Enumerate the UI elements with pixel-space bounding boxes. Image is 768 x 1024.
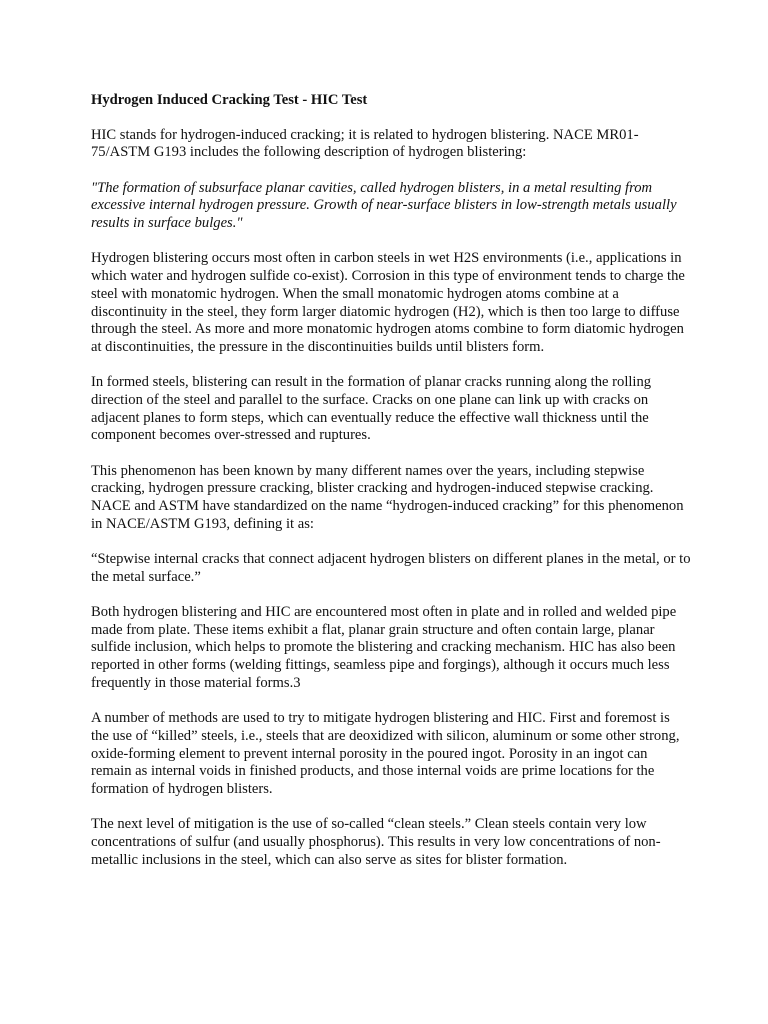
paragraph-blistering-mechanism: Hydrogen blistering occurs most often in carbon steels in wet H2S environments (i.e., applications in which water and hydrogen sulfide co-exist). Corrosion in this type of environment tends to charge the steel with monatomic hydrogen. When the small monatomic hydrogen atoms combine at a discontinuity in the steel, they form larger diatomic hydrogen (H2), which is then too large to diffuse through the steel. As more and more monatomic hydrogen atoms combine to form diatomic hydrogen at discontinuities, the pressure in the discontinuities builds until blisters form. <box>91 250 685 355</box>
paragraph-formed-steels: In formed steels, blistering can result in the formation of planar cracks running along the rolling direction of the steel and parallel to the surface. Cracks on one plane can link up with cracks on adjacent planes to form steps, which can eventually reduce the effective wall thickness until the component becomes over-stressed and ruptures. <box>91 374 652 444</box>
paragraph-plate-and-pipe: Both hydrogen blistering and HIC are encountered most often in plate and in rolled and welded pipe made from plate. These items exhibit a flat, planar grain structure and often contain large, planar sulfide inclusion, which helps to promote the blistering and cracking mechanism. HIC has also been reported in other forms (welding fittings, seamless pipe and forgings), although it occurs much less frequently in those material forms.3 <box>91 604 677 691</box>
document-page <box>91 92 691 887</box>
paragraph-mitigation-killed-steels: A number of methods are used to try to mitigate hydrogen blistering and HIC. First and foremost is the use of “killed” steels, i.e., steels that are deoxidized with silicon, aluminum or some other strong, oxide-forming element to prevent internal porosity in the poured ingot. Porosity in an ingot can remain as internal voids in finished products, and those internal voids are prime locations for the formation of hydrogen blisters. <box>91 710 680 797</box>
paragraph-hic-quote: “Stepwise internal cracks that connect adjacent hydrogen blisters on different planes in the metal, or to the metal surface.” <box>91 551 691 585</box>
paragraph-blister-quote: "The formation of subsurface planar cavities, called hydrogen blisters, in a metal resulting from excessive internal hydrogen pressure. Growth of near-surface blisters in low-strength metals usually results in surface bulges." <box>91 179 677 232</box>
document-title: Hydrogen Induced Cracking Test - HIC Test <box>91 92 368 108</box>
paragraph-phenomenon-names: This phenomenon has been known by many different names over the years, including stepwise cracking, hydrogen pressure cracking, blister cracking and hydrogen-induced stepwise cracking. NACE and ASTM have standardized on the name “hydrogen-induced cracking” for this phenomenon in NACE/ASTM G193, defining it as: <box>91 462 684 532</box>
paragraph-hic-definition: HIC stands for hydrogen-induced cracking; it is related to hydrogen blistering. NACE MR01-75/ASTM G193 includes the following description of hydrogen blistering: <box>91 126 639 161</box>
paragraph-mitigation-clean-steels: The next level of mitigation is the use of so-called “clean steels.” Clean steels contain very low concentrations of sulfur (and usually phosphorus). This results in very low concentrations of non-metallic inclusions in the steel, which can also serve as sites for blister formation. <box>91 816 661 868</box>
